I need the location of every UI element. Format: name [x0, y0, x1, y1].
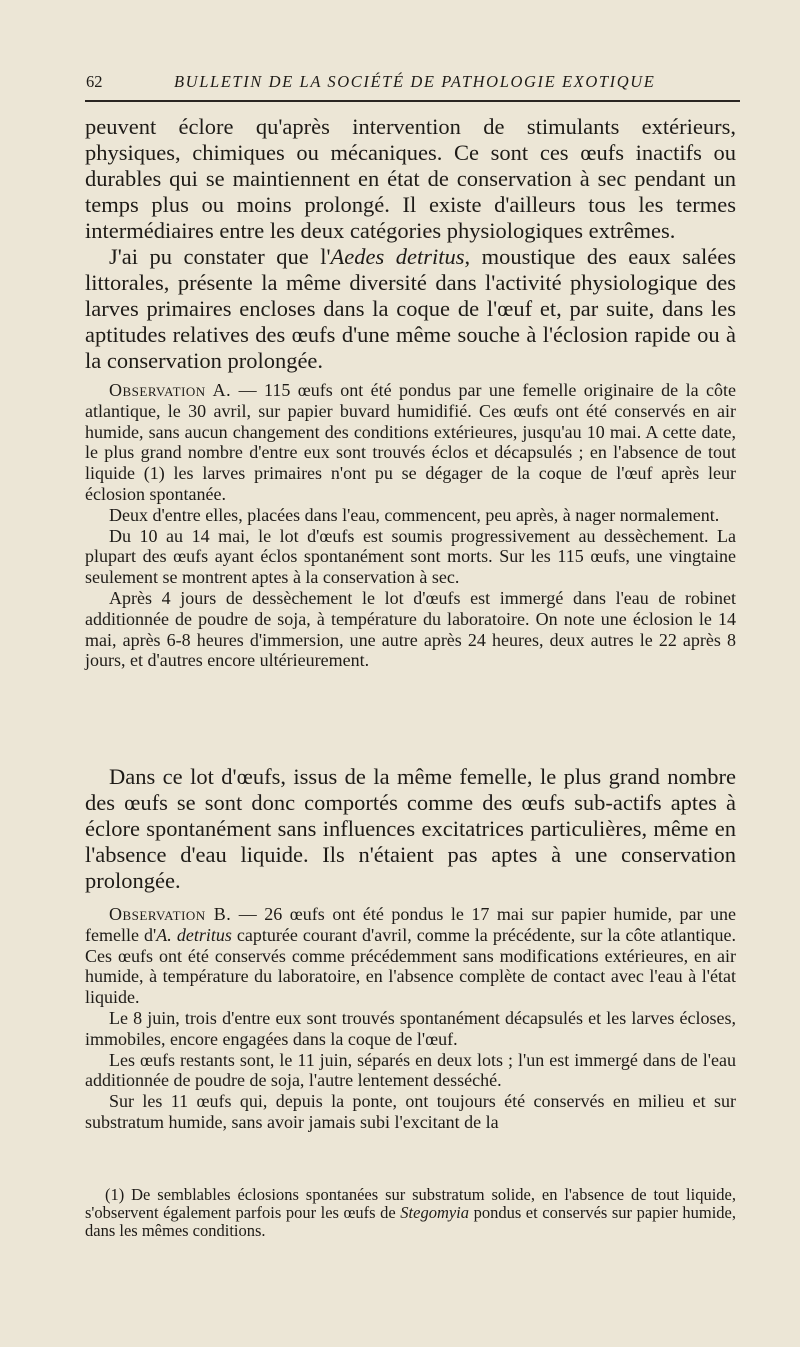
- observation-b-paragraph-1: Observation B. — 26 œufs ont été pondus le 17 mai sur papier humide, par une femelle d'A. detritus capturée courant d'avril, comme la précédente, sur la côte atlantique. Ces œufs ont été conservés comme précédemment sans modifications extérieures, en air humide, à température du laboratoire, en l'absence complète de contact avec l'eau à l'état liquide.: [85, 904, 736, 1008]
- intro-paragraph-2: J'ai pu constater que l'Aedes detritus, moustique des eaux salées littorales, présente la même diversité dans l'activité physiologique des larves primaires encloses dans la coque de l'œuf et, par suite, dans les aptitudes relatives des œufs d'une même souche à l'éclosion rapide ou à la conservation prolongée.: [85, 244, 736, 373]
- intro-paragraph-1: peuvent éclore qu'après intervention de stimulants extérieurs, physiques, chimiques ou mécaniques. Ce sont ces œufs inactifs ou durables qui se maintiennent en état de conservation à sec pendant un temps plus ou moins prolongé. Il existe d'ailleurs tous les termes intermédiaires entre les deux catégories physiologiques extrêmes.: [85, 114, 736, 243]
- observation-b-paragraph-4: Sur les 11 œufs qui, depuis la ponte, ont toujours été conservés en milieu et sur substratum humide, sans avoir jamais subi l'excitant de la: [85, 1091, 736, 1132]
- observation-b-label: Observation B.: [109, 904, 232, 924]
- observation-a-section: [85, 380, 736, 671]
- conclusion-section: [85, 764, 736, 894]
- observation-a-label: Observation A.: [109, 380, 232, 400]
- page-number: 62: [86, 72, 103, 91]
- intro-section: [85, 114, 736, 374]
- running-title: BULLETIN DE LA SOCIÉTÉ DE PATHOLOGIE EXOTIQUE: [174, 72, 656, 91]
- species-name: A. detritus: [156, 924, 232, 945]
- header-rule: [85, 100, 740, 102]
- observation-b-paragraph-3: Les œufs restants sont, le 11 juin, séparés en deux lots ; l'un est immergé dans de l'eau additionnée de poudre de soja, l'autre lentement desséché.: [85, 1049, 736, 1091]
- species-name: Aedes detritus: [330, 244, 465, 269]
- footnote-text: (1) De semblables éclosions spontanées sur substratum solide, en l'absence de tout liquide, s'observent également parfois pour les œufs de Stegomyia pondus et conservés sur papier humide, dans les mêmes conditions.: [85, 1185, 736, 1240]
- species-name: Stegomyia: [400, 1203, 470, 1222]
- observation-a-paragraph-1: Observation A. — 115 œufs ont été pondus par une femelle originaire de la côte atlantique, le 30 avril, sur papier buvard humidifié. Ces œufs ont été conservés en air humide, sans aucun changement des conditions extérieures, jusqu'au 10 mai. A cette date, le plus grand nombre d'entre eux sont trouvés éclos et décapsulés ; en l'absence de tout liquide (1) les larves primaires n'ont pu se dégager de la coque de l'œuf après leur éclosion spontanée.: [85, 380, 736, 504]
- observation-a-paragraph-4: Après 4 jours de dessèchement le lot d'œufs est immergé dans l'eau de robinet additionnée de poudre de soja, à température du laboratoire. On note une éclosion le 14 mai, après 6-8 heures d'immersion, une autre après 24 heures, deux autres le 22 après 8 jours, et d'autres encore ultérieurement.: [85, 587, 736, 671]
- footnote: [85, 1186, 736, 1240]
- observation-a-paragraph-3: Du 10 au 14 mai, le lot d'œufs est soumis progressivement au dessèchement. La plupart des œufs ayant éclos spontanément sont morts. Sur les 115 œufs, une vingtaine seulement se montrent aptes à la conservation à sec.: [85, 525, 736, 588]
- observation-a-paragraph-2: Deux d'entre elles, placées dans l'eau, commencent, peu après, à nager normalement.: [109, 504, 720, 525]
- conclusion-paragraph: Dans ce lot d'œufs, issus de la même femelle, le plus grand nombre des œufs se sont donc comportés comme des œufs sub-actifs aptes à éclore spontanément sans influences excitatrices particulières, même en l'absence d'eau liquide. Ils n'étaient pas aptes à une conservation prolongée.: [85, 764, 736, 893]
- observation-b-paragraph-2: Le 8 juin, trois d'entre eux sont trouvés spontanément décapsulés et les larves écloses, immobiles, encore engagées dans la coque de l'œuf.: [85, 1007, 736, 1049]
- observation-b-section: [85, 904, 736, 1133]
